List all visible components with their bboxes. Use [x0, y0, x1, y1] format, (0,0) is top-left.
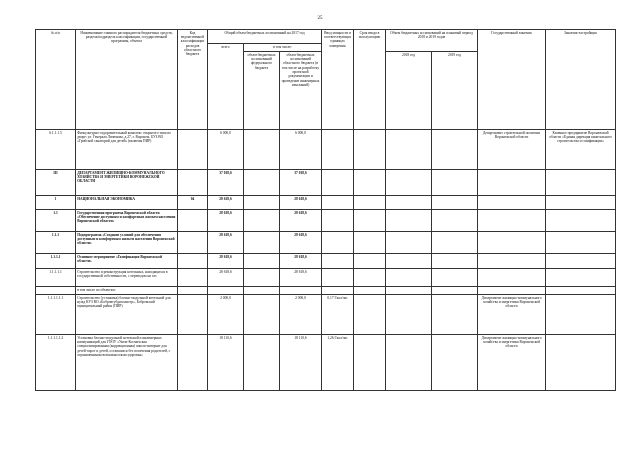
row-regional: 37 018,6 — [280, 170, 322, 196]
row-code — [178, 335, 208, 391]
table-row — [36, 232, 616, 254]
row-code — [178, 232, 208, 254]
row-customer — [478, 170, 546, 196]
row-num: 1.1.1.1.1 — [36, 269, 76, 287]
header-name: Наименование главного распорядителя бюджетных средств, раздела/подраздела классификации, государственной программы, объекта — [76, 30, 178, 130]
row-2018 — [386, 170, 432, 196]
page-number: 25 — [317, 16, 323, 21]
row-federal — [244, 287, 280, 295]
table-row — [36, 295, 616, 335]
row-2018 — [386, 210, 432, 232]
row-regional: 28 618,6 — [280, 196, 322, 210]
row-regional: 28 618,6 — [280, 210, 322, 232]
row-developer — [546, 295, 616, 335]
row-capacity: 0,17 Гкал/час — [322, 295, 354, 335]
row-customer: Департамент жилищно-коммунального хозяйства и энергетики Воронежской области — [478, 295, 546, 335]
row-2019 — [432, 130, 478, 170]
table-row — [36, 210, 616, 232]
row-2019 — [432, 269, 478, 287]
row-term — [354, 287, 386, 295]
row-name: Государственная программа Воронежской области «Обеспечение доступным и комфортным жильем населения Воронежской области» — [76, 210, 178, 232]
row-federal — [244, 210, 280, 232]
row-term — [354, 232, 386, 254]
row-regional: 18 110,6 — [280, 335, 322, 391]
table-row — [36, 196, 616, 210]
row-developer — [546, 210, 616, 232]
header-federal: объем бюджетных ассигнований федерального бюджета — [244, 52, 280, 130]
row-total: 18 110,6 — [208, 335, 244, 391]
row-num: 1.1.1 — [36, 232, 76, 254]
row-capacity — [322, 269, 354, 287]
row-total: 2 000,0 — [208, 295, 244, 335]
row-2018 — [386, 130, 432, 170]
row-2019 — [432, 210, 478, 232]
row-name: ДЕПАРТАМЕНТ ЖИЛИЩНО-КОММУНАЛЬНОГО ХОЗЯЙСТВА И ЭНЕРГЕТИКИ ВОРОНЕЖСКОЙ ОБЛАСТИ — [76, 170, 178, 196]
row-term — [354, 170, 386, 196]
row-developer: Казенное предприятие Воронежской области «Единая дирекция капитального строительства и газификации» — [546, 130, 616, 170]
row-total: 28 618,6 — [208, 210, 244, 232]
row-2019 — [432, 287, 478, 295]
row-developer — [546, 196, 616, 210]
row-term — [354, 210, 386, 232]
row-num: 1.1.1.1.1.1 — [36, 295, 76, 335]
header-code: Код ведомственной классификации расходов областного бюджета — [178, 30, 208, 130]
row-federal — [244, 254, 280, 269]
header-customer: Государственный заказчик — [478, 30, 546, 130]
row-capacity — [322, 170, 354, 196]
table-row — [36, 254, 616, 269]
row-developer — [546, 232, 616, 254]
row-name: Строительство (установка) блочно-модульной котельной для нужд КУЗ ВО «Бобровтубдиспансер», Бобровский муниципальный район (ПИР) — [76, 295, 178, 335]
row-total — [208, 287, 244, 295]
row-customer: Департамент строительной политики Воронежской области — [478, 130, 546, 170]
row-num: 1.1.1.1 — [36, 254, 76, 269]
row-num: 1.1 — [36, 210, 76, 232]
row-num — [36, 287, 76, 295]
row-num: 6.1.1.1.5 — [36, 130, 76, 170]
row-total: 28 618,6 — [208, 269, 244, 287]
row-term — [354, 254, 386, 269]
row-developer — [546, 269, 616, 287]
header-num: № п/п — [36, 30, 76, 130]
row-regional: 6 000,0 — [280, 130, 322, 170]
row-code — [178, 295, 208, 335]
header-incl: в том числе: — [244, 44, 322, 52]
row-capacity — [322, 254, 354, 269]
row-term — [354, 196, 386, 210]
row-capacity — [322, 287, 354, 295]
header-term: Срок ввода в эксплуатацию — [354, 30, 386, 130]
row-2019 — [432, 295, 478, 335]
row-total: 37 018,6 — [208, 170, 244, 196]
budget-table — [35, 29, 616, 391]
table-row — [36, 269, 616, 287]
row-federal — [244, 170, 280, 196]
row-num: III — [36, 170, 76, 196]
row-customer — [478, 269, 546, 287]
row-federal — [244, 335, 280, 391]
row-federal — [244, 130, 280, 170]
row-regional: 28 618,6 — [280, 269, 322, 287]
row-code — [178, 130, 208, 170]
row-name: Установка блочно-модульной котельной и инженерных коммуникаций для ГООУ «Унеж-Космичская специализированная (коррекционная) школа-интернат для детей-сирот и детей, оставшихся без попечения родителей, с ограниченными возможностями здоровья» — [76, 335, 178, 391]
row-2018 — [386, 295, 432, 335]
table-row — [36, 130, 616, 170]
row-total: 28 618,6 — [208, 196, 244, 210]
row-2019 — [432, 170, 478, 196]
row-2019 — [432, 254, 478, 269]
row-2018 — [386, 287, 432, 295]
row-capacity — [322, 196, 354, 210]
row-name: Основное мероприятие «Газификация Воронежской области» — [76, 254, 178, 269]
row-customer — [478, 196, 546, 210]
row-name: НАЦИОНАЛЬНАЯ ЭКОНОМИКА — [76, 196, 178, 210]
row-code — [178, 210, 208, 232]
row-total: 28 618,6 — [208, 232, 244, 254]
table-row — [36, 287, 616, 295]
row-term — [354, 335, 386, 391]
row-developer — [546, 335, 616, 391]
row-name: Физкультурно-оздоровительный комплекс открытого типа во дворе: ул. Генерала Лизюкова, д.27, г. Воронеж, БУЗ ВО «Грибской санаторий для детей» (включая ПИР) — [76, 130, 178, 170]
header-total-2017: Общий объем бюджетных ассигнований на 2017 год — [208, 30, 322, 44]
row-customer — [478, 287, 546, 295]
table-row — [36, 170, 616, 196]
header-regional: объем бюджетных ассигнований областного бюджета (в том числе на разработку проектной документации и проведение инженерных изысканий) — [280, 52, 322, 130]
row-capacity — [322, 210, 354, 232]
header-capacity: Ввод мощности в соответствующих единицах измерения — [322, 30, 354, 130]
row-capacity: 1,26 Гкал/час — [322, 335, 354, 391]
row-2019 — [432, 232, 478, 254]
row-developer — [546, 254, 616, 269]
row-federal — [244, 232, 280, 254]
row-federal — [244, 196, 280, 210]
row-capacity — [322, 232, 354, 254]
row-2018 — [386, 232, 432, 254]
row-2018 — [386, 254, 432, 269]
row-2018 — [386, 269, 432, 287]
row-developer — [546, 287, 616, 295]
row-2018 — [386, 335, 432, 391]
row-federal — [244, 295, 280, 335]
row-2018 — [386, 196, 432, 210]
row-code — [178, 254, 208, 269]
row-capacity — [322, 130, 354, 170]
row-customer — [478, 232, 546, 254]
row-term — [354, 269, 386, 287]
row-customer — [478, 254, 546, 269]
row-regional — [280, 287, 322, 295]
row-total: 28 618,6 — [208, 254, 244, 269]
table-row — [36, 335, 616, 391]
row-num: 1 — [36, 196, 76, 210]
header-2019: 2019 год — [432, 52, 478, 130]
row-regional: 28 618,6 — [280, 254, 322, 269]
row-name: Подпрограмма «Создание условий для обеспечения доступным и комфортным жильем населения Воронежской области» — [76, 232, 178, 254]
row-term — [354, 295, 386, 335]
header-plan: Объем бюджетных ассигнований на плановый период 2018 и 2019 годов — [386, 30, 478, 52]
header-2018: 2018 год — [386, 52, 432, 130]
row-2019 — [432, 196, 478, 210]
header-developer: Заказчик-застройщик — [546, 30, 616, 130]
row-num: 1.1.1.1.1.2 — [36, 335, 76, 391]
row-regional: 28 618,6 — [280, 232, 322, 254]
row-2019 — [432, 335, 478, 391]
row-customer — [478, 210, 546, 232]
row-code — [178, 170, 208, 196]
row-total: 6 000,0 — [208, 130, 244, 170]
row-name: в том числе по объектам: — [76, 287, 178, 295]
row-code: 04 — [178, 196, 208, 210]
row-developer — [546, 170, 616, 196]
header-total: всего — [208, 44, 244, 130]
row-code — [178, 287, 208, 295]
row-name: Строительство и реконструкция котельных, находящихся в государственной собственности, с переводом на газ — [76, 269, 178, 287]
row-regional: 2 000,0 — [280, 295, 322, 335]
row-federal — [244, 269, 280, 287]
row-customer: Департамент жилищно-коммунального хозяйства и энергетики Воронежской области — [478, 335, 546, 391]
row-code — [178, 269, 208, 287]
row-term — [354, 130, 386, 170]
